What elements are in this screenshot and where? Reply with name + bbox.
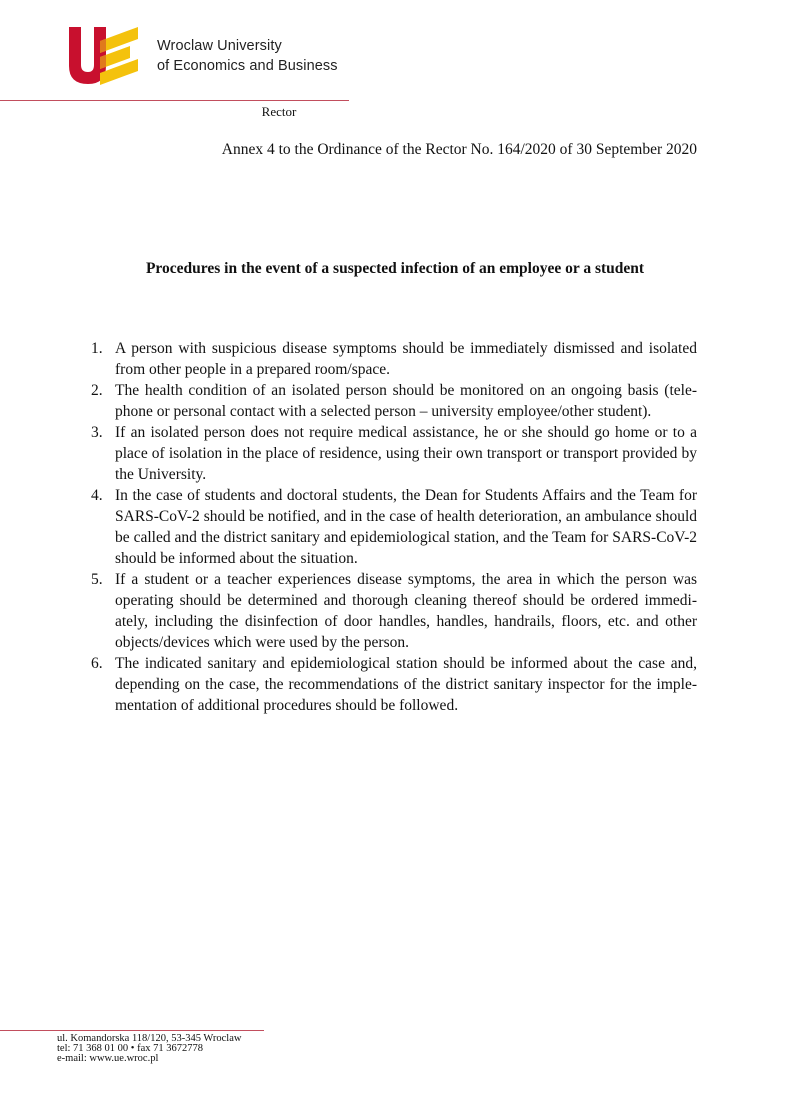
list-item [91, 569, 697, 653]
list-item-number: 3. [91, 424, 103, 441]
university-name [157, 36, 338, 76]
annex-reference: Annex 4 to the Ordinance of the Rector No. 164/2020 of 30 September 2020 [221, 141, 697, 158]
list-item [91, 485, 697, 569]
header-divider [0, 100, 349, 101]
list-item-text: A person with suspicious disease symptoms should be immediately dismissed and isolated from other people in a prepared room/space. [115, 340, 697, 378]
list-item-text: If a student or a teacher experiences disease symptoms, the area in which the person was operating should be determined and thorough cleaning thereof should be ordered immediately, including the disinfection of door handles, handles, handrails, floors, etc. and other objects/devices which were used by the person. [115, 571, 697, 651]
list-item-number: 4. [91, 487, 103, 504]
document-title: Procedures in the event of a suspected infection of an employee or a student [145, 260, 645, 277]
list-item-text: The indicated sanitary and epidemiological station should be informed about the case and, depending on the case, the recommendations of the district sanitary inspector for the implementation of additional procedures should be followed. [115, 655, 697, 714]
list-item-number: 6. [91, 655, 103, 672]
footer-contact [57, 1034, 241, 1064]
procedure-list [91, 338, 697, 716]
list-item-text: If an isolated person does not require medical assistance, he or she should go home or to a place of isolation in the place of residence, using their own transport or transport provided by the University. [115, 424, 697, 483]
ue-logo-icon [68, 25, 140, 85]
footer-divider [0, 1030, 264, 1031]
list-item [91, 653, 697, 716]
list-item-number: 1. [91, 340, 103, 357]
list-item-text: The health condition of an isolated person should be monitored on an ongoing basis (telephone or personal contact with a selected person – university employee/other student). [115, 382, 697, 420]
footer-address: ul. Komandorska 118/120, 53-345 Wroclaw [57, 1033, 242, 1044]
list-item-number: 5. [91, 571, 103, 588]
office-label: Rector [261, 104, 297, 119]
university-name-line1: Wroclaw University [157, 38, 282, 54]
list-item [91, 380, 697, 422]
list-item-number: 2. [91, 382, 103, 399]
university-name-line2: of Economics and Business [157, 58, 338, 74]
footer-phone: tel: 71 368 01 00 • fax 71 3672778 [57, 1043, 203, 1054]
footer-email: e-mail: www.ue.wroc.pl [57, 1053, 159, 1064]
list-item-text: In the case of students and doctoral students, the Dean for Students Affairs and the Team for SARS-CoV-2 should be notified, and in the case of health deterioration, an ambulance should be called and the district sanitary and epidemiological station, and the Team for SARS-CoV-2 should be informed about the situation. [115, 487, 697, 567]
list-item [91, 338, 697, 380]
list-item [91, 422, 697, 485]
